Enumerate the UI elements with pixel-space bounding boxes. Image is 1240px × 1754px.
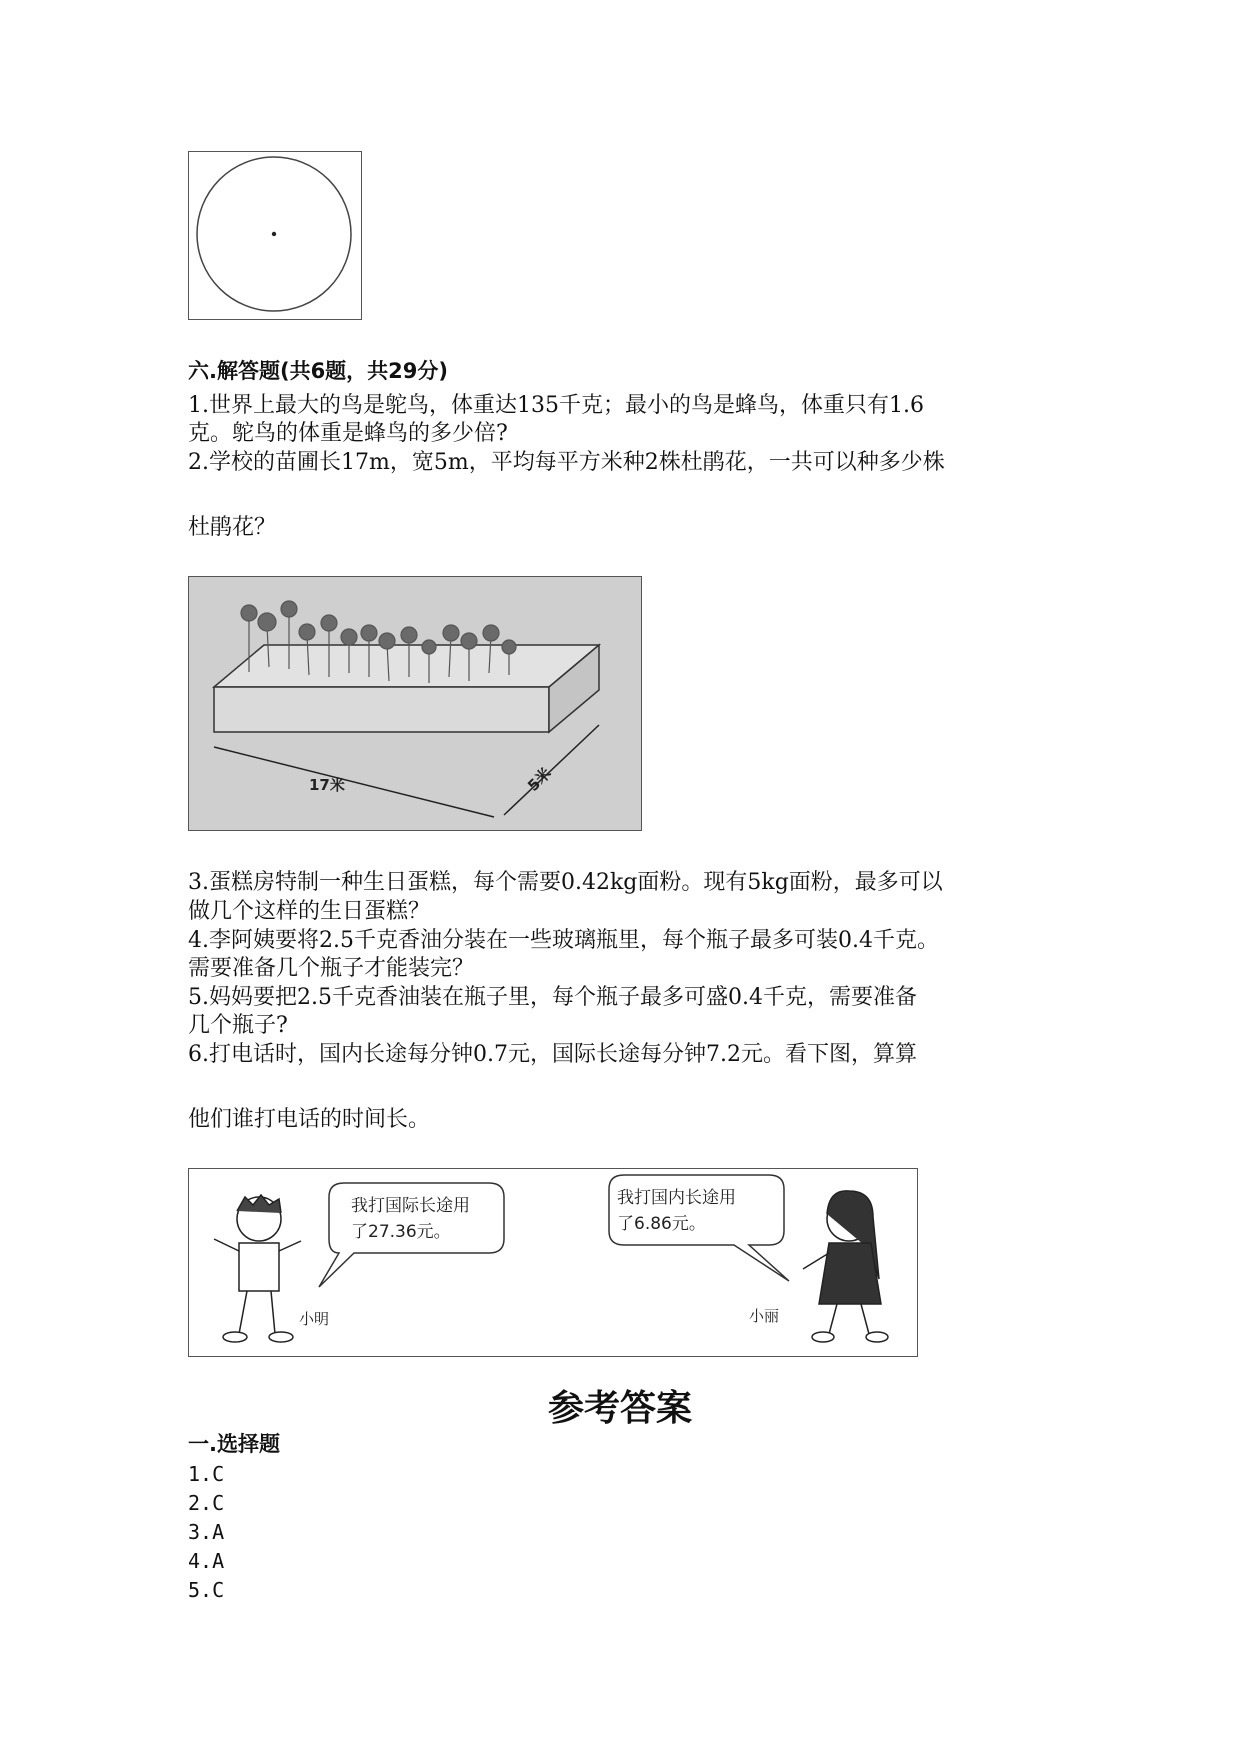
length-dimension-line: [214, 747, 494, 817]
answer-item: 3.A: [188, 1520, 225, 1544]
question-4-line-1: 4.李阿姨要将2.5千克香油分装在一些玻璃瓶里，每个瓶子最多可装0.4千克。: [188, 928, 939, 953]
boy-figure: [214, 1195, 301, 1342]
answer-item: 2.C: [188, 1491, 225, 1515]
circle-figure: [188, 151, 362, 320]
question-2-line-1: 2.学校的苗圃长17m，宽5m，平均每平方米种2株杜鹃花，一共可以种多少株: [188, 450, 945, 475]
circle-drawing: [189, 152, 360, 318]
phone-call-drawing: [189, 1169, 916, 1355]
answer-item: 1.C: [188, 1462, 225, 1486]
width-label: 5米: [524, 764, 555, 795]
boy-bubble-line-2: 了27.36元。: [351, 1222, 451, 1242]
bed-top: [214, 645, 599, 687]
girl-bubble-line-1: 我打国内长途用: [617, 1188, 736, 1208]
girl-bubble-line-2: 了6.86元。: [617, 1214, 706, 1234]
question-3-line-1: 3.蛋糕房特制一种生日蛋糕，每个需要0.42kg面粉。现有5kg面粉，最多可以: [188, 870, 943, 895]
girl-name: 小丽: [749, 1307, 780, 1325]
circle-center-dot: [272, 232, 276, 236]
section-heading: 六.解答题(共6题，共29分): [188, 359, 449, 383]
flowerbed-figure: [188, 576, 642, 831]
question-3-line-2: 做几个这样的生日蛋糕？: [188, 899, 431, 924]
question-1-line-2: 克。鸵鸟的体重是蜂鸟的多少倍?: [188, 421, 508, 446]
length-label: 17米: [309, 776, 345, 794]
bed-front: [214, 687, 549, 732]
width-dimension-line: [504, 725, 599, 815]
girl-figure: [803, 1191, 888, 1342]
phone-call-figure: [188, 1168, 918, 1357]
boy-bubble-line-1: 我打国际长途用: [351, 1196, 470, 1216]
question-6-line-1: 6.打电话时，国内长途每分钟0.7元，国际长途每分钟7.2元。看下图，算算: [188, 1042, 917, 1067]
question-5-line-2: 几个瓶子?: [188, 1013, 288, 1038]
question-1-line-1: 1.世界上最大的鸟是鸵鸟，体重达135千克；最小的鸟是蜂鸟，体重只有1.6: [188, 393, 924, 418]
answer-item: 4.A: [188, 1549, 225, 1573]
answers-title: 参考答案: [547, 1388, 692, 1429]
flowerbed-drawing: [189, 577, 640, 829]
answers-section-1-heading: 一.选择题: [188, 1432, 280, 1456]
question-5-line-1: 5.妈妈要把2.5千克香油装在瓶子里，每个瓶子最多可盛0.4千克，需要准备: [188, 985, 917, 1010]
answer-item: 5.C: [188, 1578, 225, 1602]
question-2-line-2: 杜鹃花？: [188, 515, 277, 540]
boy-name: 小明: [299, 1310, 330, 1328]
question-6-line-2: 他们谁打电话的时间长。: [188, 1107, 431, 1132]
question-4-line-2: 需要准备几个瓶子才能装完？: [188, 956, 475, 981]
